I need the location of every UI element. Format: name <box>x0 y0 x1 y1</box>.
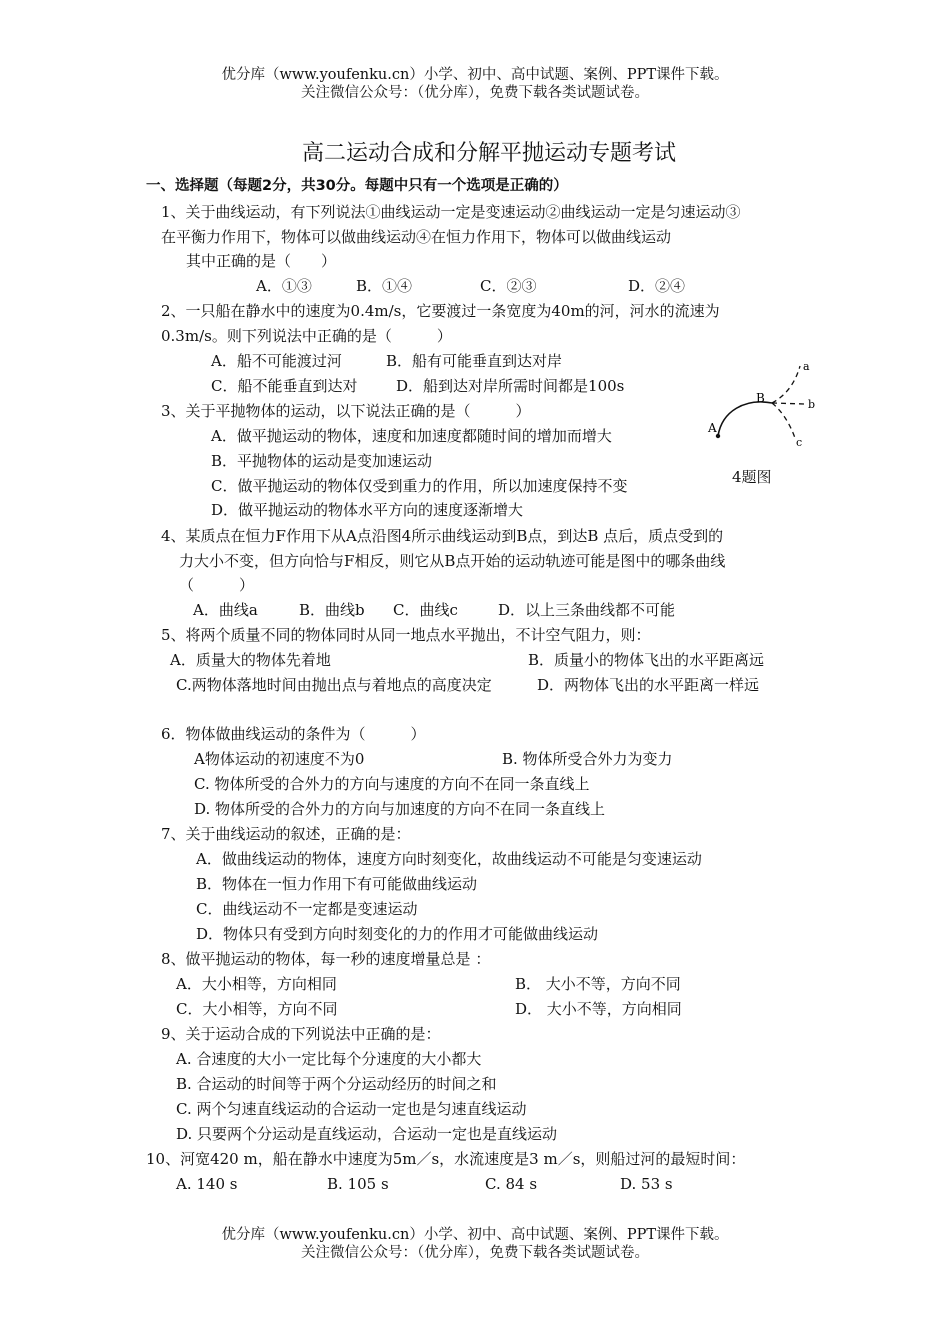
q8-option-a: A．大小相等，方向相同 <box>176 975 337 993</box>
label-curve-a: a <box>803 360 810 373</box>
q2-option-a: A．船不可能渡过河 <box>211 352 342 370</box>
label-curve-b: b <box>808 398 816 411</box>
label-upper-b: B <box>756 391 765 405</box>
q5-option-b: B．质量小的物体飞出的水平距离远 <box>528 651 765 669</box>
curve-b-branch <box>772 403 805 404</box>
header-line-1: 优分库（www.youfenku.cn）小学、初中、高中试题、案例、PPT课件下载。 <box>221 67 729 83</box>
section-heading: 一、选择题（每题2分，共30分。每题中只有一个选项是正确的） <box>146 178 568 194</box>
q2-line-1: 2、一只船在静水中的速度为0.4m/s，它要渡过一条宽度为40m的河，河水的流速为 <box>161 302 720 320</box>
curve-c-branch <box>772 403 795 438</box>
q5-option-d: D．两物体飞出的水平距离一样远 <box>537 676 760 694</box>
q7-option-c: C．曲线运动不一定都是变速运动 <box>196 900 418 918</box>
q1-line-3: 其中正确的是（ ） <box>186 252 337 270</box>
q3-option-c: C．做平抛运动的物体仅受到重力的作用，所以加速度保持不变 <box>211 477 628 495</box>
q6-option-a: A物体运动的初速度不为0 <box>194 750 365 768</box>
q6-option-d: D. 物体所受的合外力的方向与加速度的方向不在同一条直线上 <box>194 800 606 818</box>
q10-option-a: A. 140 s <box>176 1175 238 1193</box>
q10-line-1: 10、河宽420 m，船在静水中速度为5m／s，水流速度是3 m／s，则船过河的最短时间： <box>146 1150 746 1168</box>
q9-option-b: B. 合运动的时间等于两个分运动经历的时间之和 <box>176 1075 497 1093</box>
q2-option-d: D．船到达对岸所需时间都是100s <box>396 377 625 395</box>
q7-option-a: A．做曲线运动的物体，速度方向时刻变化，故曲线运动不可能是匀变速运动 <box>196 850 702 868</box>
q9-line-1: 9、关于运动合成的下列说法中正确的是： <box>161 1025 441 1043</box>
curve-a-branch <box>772 366 800 403</box>
header-line-2: 关注微信公众号：（优分库），免费下载各类试题试卷。 <box>301 85 649 101</box>
q1-line-1: 1、关于曲线运动，有下列说法①曲线运动一定是变速运动②曲线运动一定是匀速运动③ <box>161 203 741 221</box>
q8-option-c: C．大小相等，方向不同 <box>176 1000 338 1018</box>
curve-a-to-b <box>718 402 772 436</box>
page-header <box>0 66 950 102</box>
q8-option-d: D． 大小不等，方向相同 <box>515 1000 682 1018</box>
q1-option-c: C．②③ <box>480 277 537 295</box>
q1-line-2: 在平衡力作用下，物体可以做曲线运动④在恒力作用下，物体可以做曲线运动 <box>161 228 672 246</box>
page-footer <box>0 1226 950 1262</box>
q5-option-a: A．质量大的物体先着地 <box>170 651 331 669</box>
q9-option-a: A. 合速度的大小一定比每个分速度的大小都大 <box>176 1050 482 1068</box>
q1-option-b: B．①④ <box>356 277 413 295</box>
q4-option-d: D．以上三条曲线都不可能 <box>498 601 676 619</box>
q9-option-c: C. 两个匀速直线运动的合运动一定也是匀速直线运动 <box>176 1100 527 1118</box>
q10-option-b: B. 105 s <box>327 1175 389 1193</box>
q7-option-d: D．物体只有受到方向时刻变化的力的作用才可能做曲线运动 <box>196 925 599 943</box>
q4-option-c: C．曲线c <box>393 601 458 619</box>
q9-option-d: D. 只要两个分运动是直线运动，合运动一定也是直线运动 <box>176 1125 558 1143</box>
footer-line-2: 关注微信公众号：（优分库），免费下载各类试题试卷。 <box>301 1245 649 1261</box>
q2-option-c: C．船不能垂直到达对 <box>211 377 358 395</box>
q6-option-c: C. 物体所受的合外力的方向与速度的方向不在同一条直线上 <box>194 775 590 793</box>
q2-option-b: B．船有可能垂直到达对岸 <box>386 352 563 370</box>
q8-option-b: B． 大小不等，方向不同 <box>515 975 681 993</box>
figure-caption: 4题图 <box>732 468 772 486</box>
q2-line-2: 0.3m/s。则下列说法中正确的是（ ） <box>161 327 452 345</box>
q10-option-c: C. 84 s <box>485 1175 538 1193</box>
q1-option-d: D．②④ <box>628 277 686 295</box>
q7-line-1: 7、关于曲线运动的叙述，正确的是： <box>161 825 411 843</box>
label-curve-c: c <box>796 436 803 449</box>
q4-option-a: A．曲线a <box>193 601 258 619</box>
q1-option-a: A．①③ <box>256 277 312 295</box>
q5-option-c: C.两物体落地时间由抛出点与着地点的高度决定 <box>176 676 492 694</box>
q4-line-1: 4、某质点在恒力F作用下从A点沿图4所示曲线运动到B点，到达B 点后，质点受到的 <box>161 527 724 545</box>
q3-line-1: 3、关于平抛物体的运动，以下说法正确的是（ ） <box>161 402 531 420</box>
q3-option-b: B．平抛物体的运动是变加速运动 <box>211 452 433 470</box>
footer-line-1: 优分库（www.youfenku.cn）小学、初中、高中试题、案例、PPT课件下载。 <box>221 1227 729 1243</box>
page-title: 高二运动合成和分解平抛运动专题考试 <box>301 141 676 166</box>
q6-line-1: 6．物体做曲线运动的条件为（ ） <box>161 725 426 743</box>
q4-line-2: 力大小不变，但方向恰与F相反，则它从B点开始的运动轨迹可能是图中的哪条曲线 <box>179 552 726 570</box>
q5-line-1: 5、将两个质量不同的物体同时从同一地点水平抛出，不计空气阻力，则： <box>161 626 651 644</box>
q4-line-3: （ ） <box>179 576 255 594</box>
q4-option-b: B．曲线b <box>299 601 365 619</box>
label-upper-a: A <box>708 421 717 435</box>
q10-option-d: D. 53 s <box>620 1175 673 1193</box>
q8-line-1: 8、做平抛运动的物体，每一秒的速度增量总是 ： <box>161 950 491 968</box>
q3-option-d: D．做平抛运动的物体水平方向的速度逐渐增大 <box>211 501 524 519</box>
q7-option-b: B．物体在一恒力作用下有可能做曲线运动 <box>196 875 478 893</box>
q3-option-a: A．做平抛运动的物体，速度和加速度都随时间的增加而增大 <box>211 427 612 445</box>
q6-option-b: B. 物体所受合外力为变力 <box>502 750 673 768</box>
figure-4-trajectory-diagram <box>700 356 820 456</box>
